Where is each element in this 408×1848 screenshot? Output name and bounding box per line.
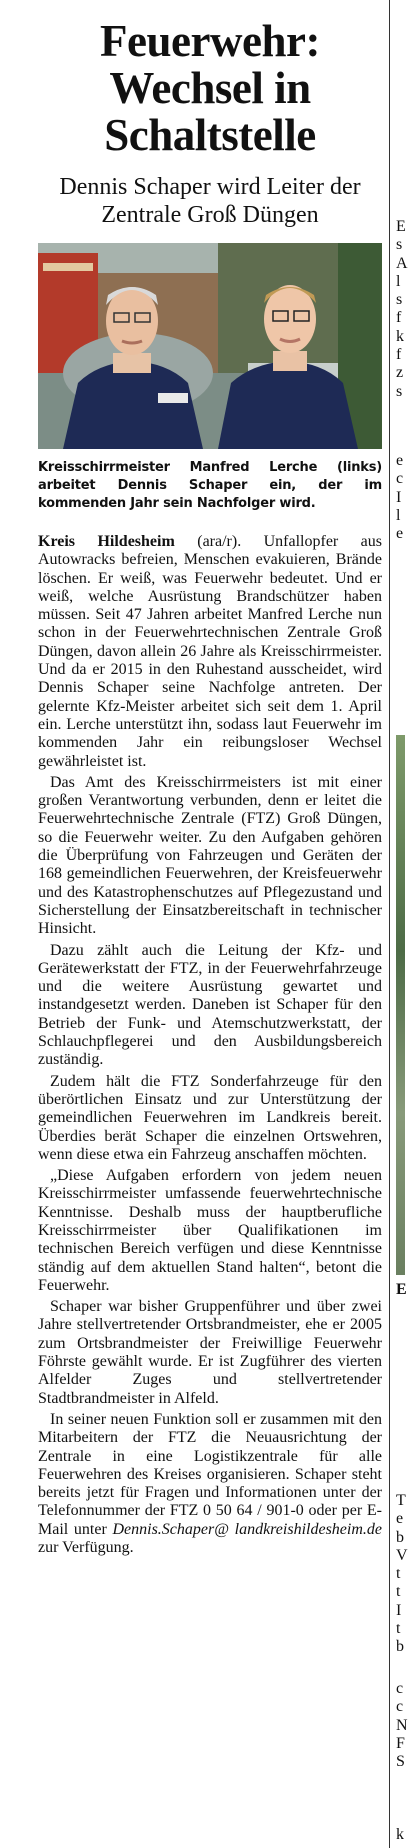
edge-letter: t	[396, 1583, 401, 1601]
edge-letter: z	[396, 364, 404, 382]
edge-letter: c	[396, 470, 404, 488]
edge-letter: T	[396, 1492, 406, 1509]
edge-letter: s	[396, 291, 403, 309]
edge-letter: l	[396, 272, 401, 290]
paragraph-6: Schaper war bisher Gruppenführer und über zwei Jahre stellvertretender Ortsbrandmeister, ehe er 2005 zum Ortsbrandmeister der Freiwillige Feuerwehr Föhrste gewählt wurde. Er ist Zugführer des vierten Alfelder Zuges und stellvertretender Stadtbrandmeister in Alfeld.	[38, 1298, 382, 1407]
edge-letter: l	[396, 506, 401, 524]
edge-column-block-1	[396, 218, 408, 401]
edge-letter: F	[396, 1734, 405, 1752]
edge-letter: E	[396, 1281, 407, 1298]
edge-letter: N	[396, 1716, 408, 1734]
edge-column-block-5	[396, 1680, 408, 1771]
edge-letter: t	[396, 1620, 401, 1638]
edge-letter: c	[396, 1680, 404, 1697]
edge-letter: I	[396, 488, 402, 506]
paragraph-2: Das Amt des Kreisschirrmeisters ist mit einer großen Verantwortung verbunden, denn er leitet die Feuerwehrtechnische Zentrale (FTZ) Groß Düngen, so die Feuerwehr weiter. Zu den Aufgaben gehören die Überprüfung von Fahrzeugen und Geräten der 168 gemeindlichen Feuerwehren, der Kreisfeuerwehr und des Katastrophenschutzes auf Pflegezustand und Sicherstellung der Einsatzbereitschaft in technischer Hinsicht.	[38, 773, 382, 938]
edge-letter: E	[396, 218, 406, 235]
article-body	[38, 533, 382, 1557]
dateline: Kreis Hildesheim	[38, 533, 175, 550]
email-link[interactable]: Dennis.Schaper@ landkreishildesheim.de	[112, 1520, 383, 1538]
edge-photo	[396, 735, 405, 1275]
edge-letter: s	[396, 236, 403, 254]
edge-column-block-6	[396, 1826, 408, 1844]
edge-letter: e	[396, 1510, 404, 1528]
paragraph-5: „Diese Aufgaben erfordern von jedem neuen Kreisschirrmeister umfassende feuerwehrtechnische Kenntnisse. Deshalb muss der hauptberufliche Kreisschirrmeister über Qualifikationen im technischen Bereich verfügen und diese Kenntnisse ständig auf dem aktuellen Stand halten“, betont die Feuerwehr.	[38, 1167, 382, 1294]
edge-letter: k	[396, 1826, 404, 1843]
closing-text: zur Verfügung.	[38, 1539, 134, 1557]
edge-letter: S	[396, 1753, 405, 1771]
edge-column-block-3	[396, 1281, 408, 1299]
column-divider	[389, 0, 390, 1848]
headline: Feuerwehr: Wechsel in Schaltstelle	[100, 16, 320, 160]
subheadline: Dennis Schaper wird Leiter der Zentrale Groß Düngen	[59, 174, 361, 228]
edge-letter: t	[396, 1565, 401, 1583]
edge-letter: c	[396, 1698, 404, 1716]
edge-column-block-2	[396, 452, 408, 543]
paragraph-4: Zudem hält die FTZ Sonderfahrzeuge für den überörtlichen Einsatz und zur Unterstützung der gemeindlichen Feuerwehren im Landkreis bereit. Überdies berät Schaper die einzelnen Ortswehren, wenn diese etwa ein Fahrzeug anschaffen möchten.	[38, 1072, 382, 1163]
edge-column-block-4	[396, 1492, 408, 1657]
edge-letter: b	[396, 1638, 404, 1656]
edge-letter: f	[396, 346, 402, 364]
edge-letter: k	[396, 327, 404, 345]
article-column	[38, 0, 382, 1560]
edge-letter: A	[396, 254, 408, 272]
paragraph-3: Dazu zählt auch die Leitung der Kfz- und Gerätewerkstatt der FTZ, in der Feuerwehrfahrzeuge und die weitere Ausrüstung gewartet und instandgesetzt werden. Daneben ist Schaper für den Betrieb der Funk- und Atemschutzwerkstatt, der Schlauchpflegerei und den Ausbildungsbereich zuständig.	[38, 941, 382, 1069]
edge-letter: I	[396, 1601, 402, 1619]
edge-letter: f	[396, 309, 402, 327]
edge-letter: e	[396, 452, 404, 469]
paragraph-7	[38, 1411, 382, 1557]
photo-caption: Kreisschirrmeister Manfred Lerche (links) arbeitet Dennis Schaper ein, der im kommenden Jahr sein Nachfolger wird.	[38, 460, 382, 511]
edge-letter: s	[396, 382, 403, 400]
paragraph-1-text: (ara/r). Unfallopfer aus Autowracks befreien, Menschen evakuieren, Brände löschen. Er weiß, was Feuerwehr bedeutet. Und er weiß, welche Ausrüstung Brandschützer haben müssen. Seit 47 Jahren arbeitet Manfred Lerche nun schon in der Feuerwehrtechnischen Zentrale Groß Düngen, davon allein 26 Jahre als Kreisschirrmeister. Und da er 2015 in den Ruhestand ausscheidet, wird Dennis Schaper seine Nachfolge antreten. Der gelernte Kfz-Meister arbeitet sich seit dem 1. April ein. Lerche unterstützt ihn, sodass laut Feuerwehr im kommenden Jahr ein reibungsloser Wechsel gewährleistet ist.	[38, 533, 383, 770]
edge-letter: e	[396, 525, 404, 543]
edge-letter: V	[396, 1546, 408, 1564]
paragraph-1	[38, 533, 382, 771]
article-photo	[38, 243, 382, 449]
paragraph-7-text: In seiner neuen Funktion soll er zusammen mit den Mitarbeitern der FTZ die Neuausrichtung der Zentrale in eine Logistikzentrale für alle Feuerwehren des Kreises organisieren. Schaper steht bereits jetzt für Fragen und Informationen unter der Telefonnummer der FTZ 0 50 64 / 901-0 oder per E-Mail unter	[38, 1410, 382, 1538]
edge-letter: b	[396, 1528, 404, 1546]
